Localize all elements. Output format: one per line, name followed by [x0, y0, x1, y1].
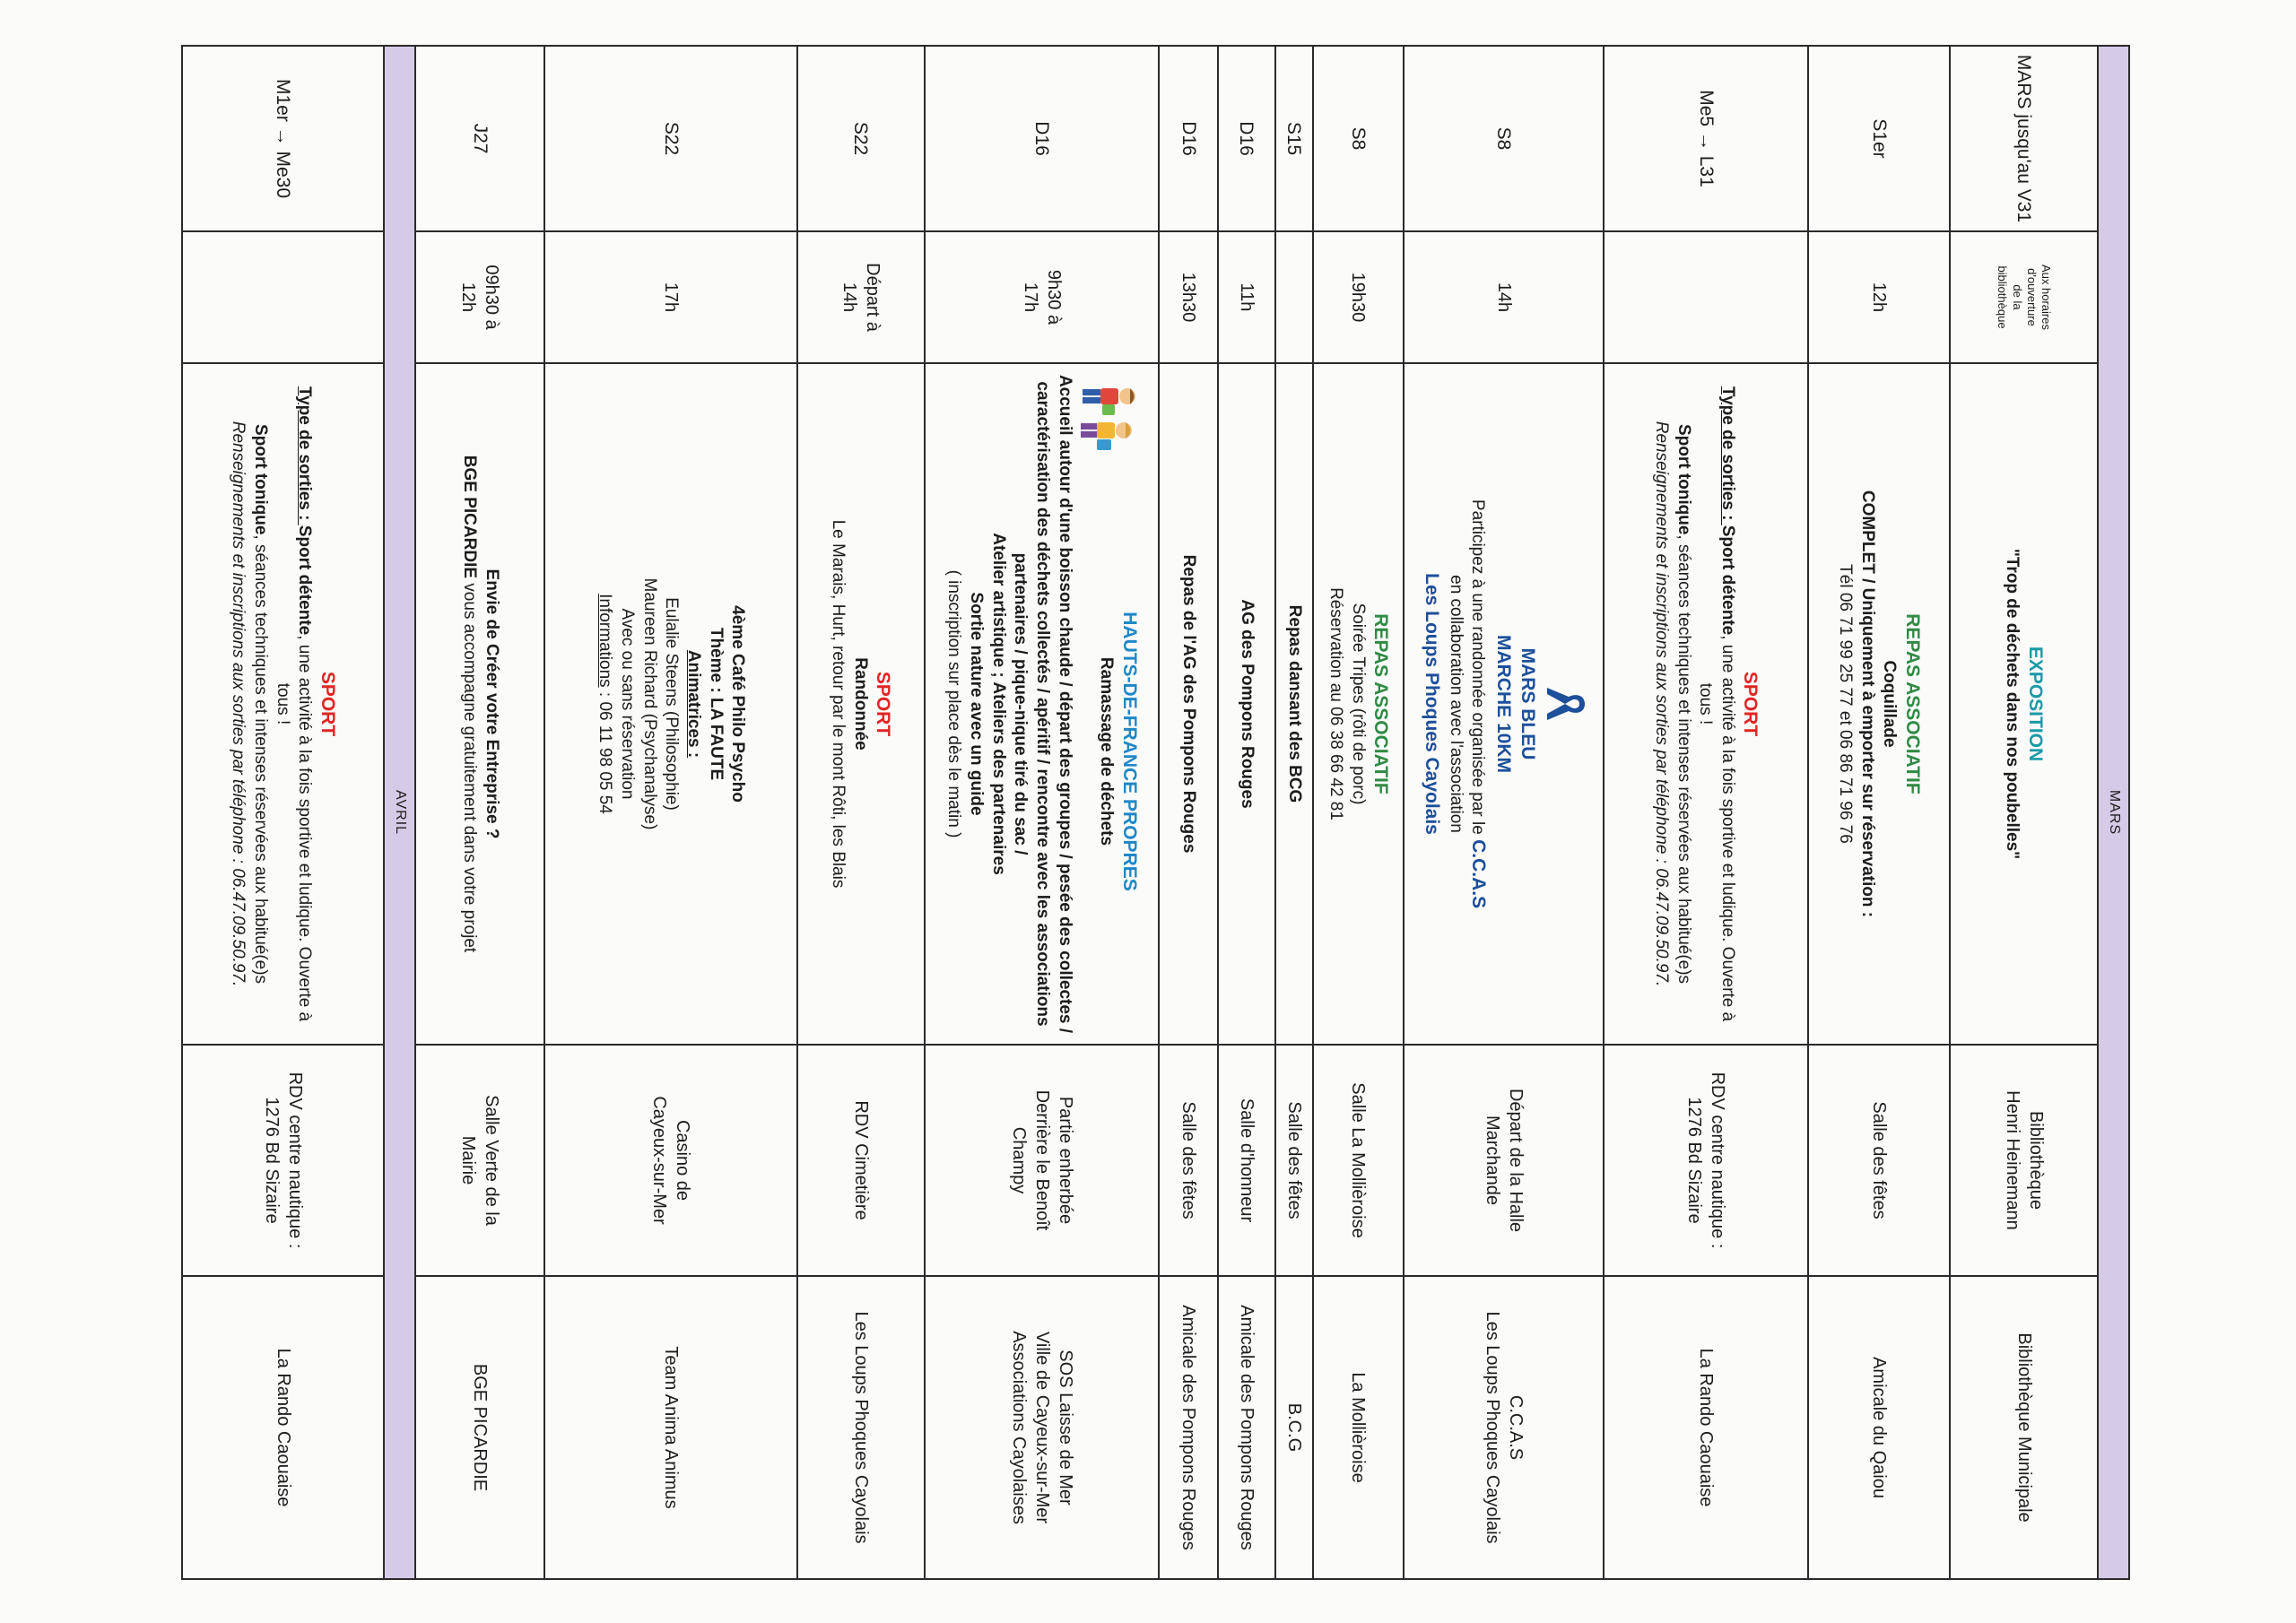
- category-label: SPORT: [873, 671, 894, 737]
- event-title: 4ème Café Philo Psycho: [728, 605, 748, 803]
- time-cell: 09h30 à 12h: [415, 231, 544, 363]
- activity-cell: SPORT Type de sorties : Sport détente, une activité à la fois sportive et ludique. Ouverte à tous ! Sport tonique, séances techniques et intenses réservées aux habitué(e)s Renseignements et inscriptions aux sorties par téléphone : 06.47.09.50.97.: [182, 363, 384, 1045]
- date-cell: S15: [1275, 46, 1313, 231]
- time-cell: 17h: [544, 231, 797, 363]
- activity-cell: REPAS ASSOCIATIF Coquillade COMPLET / Uniquement à emporter sur réservation : Tél 06 71 99 25 77 et 06 86 71 96 76: [1808, 363, 1950, 1045]
- table-row: [182, 46, 384, 1579]
- events-table: [181, 45, 2130, 1580]
- table-row: [415, 46, 544, 1579]
- table-row: [1159, 46, 1217, 1579]
- activity-cell: SPORT Type de sorties : Sport détente, une activité à la fois sportive et ludique. Ouverte à tous ! Sport tonique, séances techniques et intenses réservées aux habitué(e)s Renseignements et inscriptions aux sorties par téléphone : 06.47.09.50.97.: [1605, 363, 1809, 1045]
- table-row: [925, 46, 1159, 1579]
- month-band-avril: [384, 46, 415, 1579]
- time-cell: 13h30: [1159, 231, 1217, 363]
- category-label: SPORT: [317, 671, 338, 737]
- place-cell: Bibliothèque Henri Heinemann: [1950, 1045, 2099, 1276]
- time-cell: 19h30: [1313, 231, 1404, 363]
- category-label: MARS BLEU: [1517, 647, 1538, 760]
- date-cell: M1er → Me30: [182, 46, 384, 231]
- date-cell: S1er: [1808, 46, 1950, 231]
- organizer-cell: SOS Laisse de Mer Ville de Cayeux-sur-Mer Associations Cayolaises: [925, 1276, 1159, 1579]
- date-cell: D16: [925, 46, 1159, 231]
- children-cleanup-icon: [1075, 375, 1138, 457]
- date-cell: S22: [797, 46, 925, 231]
- organizer-cell: La Rando Caouaise: [182, 1276, 384, 1579]
- activity-cell: SPORT Randonnée Le Marais, Hurt, retour par le mont Rôti, les Blais: [797, 363, 925, 1045]
- place-cell: Casino de Cayeux-sur-Mer: [544, 1045, 797, 1276]
- month-label: AVRIL: [384, 46, 415, 1579]
- organizer-cell: Les Loups Phoques Cayolais: [797, 1276, 925, 1579]
- organizer-cell: Amicale des Pompons Rouges: [1159, 1276, 1217, 1579]
- time-cell: [182, 231, 384, 363]
- place-cell: Salle Verte de la Mairie: [415, 1045, 544, 1276]
- date-cell: D16: [1159, 46, 1217, 231]
- table-row: [1808, 46, 1950, 1579]
- date-cell: S8: [1404, 46, 1604, 231]
- table-row: [1605, 46, 1809, 1579]
- activity-cell: Envie de Créer votre Entreprise ? BGE PICARDIE vous accompagne gratuitement dans votre projet: [415, 363, 544, 1045]
- place-cell: Partie enherbée Derrière le Benoît Champy: [925, 1045, 1159, 1276]
- organizer-cell: C.C.A.S Les Loups Phoques Cayolais: [1404, 1276, 1604, 1579]
- category-label: SPORT: [1740, 671, 1761, 737]
- activity-cell: AG des Pompons Rouges: [1218, 363, 1275, 1045]
- organizer-cell: Bibliothèque Municipale: [1950, 1276, 2099, 1579]
- place-cell: RDV Cimetière: [797, 1045, 925, 1276]
- table-row: [1218, 46, 1275, 1579]
- place-cell: Départ de la Halle Marchande: [1404, 1045, 1604, 1276]
- rotated-agenda: [181, 45, 2130, 1578]
- place-cell: Salle La Mollièroise: [1313, 1045, 1404, 1276]
- place-cell: RDV centre nautique : 1276 Bd Sizaire: [1605, 1045, 1809, 1276]
- place-cell: Salle d'honneur: [1218, 1045, 1275, 1276]
- event-title: "Trop de déchets dans nos poubelles": [2003, 548, 2022, 860]
- place-cell: Salle des fêtes: [1159, 1045, 1217, 1276]
- time-cell: Aux horaires d'ouverture de la bibliothèque: [1950, 231, 2099, 363]
- organizer-cell: Team Anima Animus: [544, 1276, 797, 1579]
- organizer-cell: Amicale du Qaiou: [1808, 1276, 1950, 1579]
- time-cell: 9h30 à 17h: [925, 231, 1159, 363]
- time-cell: 12h: [1808, 231, 1950, 363]
- category-label: EXPOSITION: [2024, 646, 2046, 762]
- place-cell: Salle des fêtes: [1808, 1045, 1950, 1276]
- activity-cell: Repas de l'AG des Pompons Rouges: [1159, 363, 1217, 1045]
- category-label: REPAS ASSOCIATIF: [1901, 613, 1923, 794]
- category-label: HAUTS-DE-FRANCE PROPRES: [1118, 612, 1140, 891]
- activity-cell: Repas dansant des BCG: [1275, 363, 1313, 1045]
- time-cell: 14h: [1404, 231, 1604, 363]
- table-row: [1950, 46, 2099, 1579]
- activity-cell: REPAS ASSOCIATIF Soirée Tripes (rôti de porc) Réservation au 06 38 66 42 81: [1313, 363, 1404, 1045]
- time-cell: Départ à 14h: [797, 231, 925, 363]
- month-band-mars: [2098, 46, 2129, 1579]
- table-row: [1313, 46, 1404, 1579]
- activity-cell: MARS BLEU MARCHE 10KM Participez à une randonnée organisée par le C.C.A.S en collaboration avec l'association Les Loups Phoques Cayolais: [1404, 363, 1604, 1045]
- table-row: [544, 46, 797, 1579]
- date-cell: S8: [1313, 46, 1404, 231]
- event-title: Envie de Créer votre Entreprise ?: [482, 568, 501, 839]
- place-cell: RDV centre nautique : 1276 Bd Sizaire: [182, 1045, 384, 1276]
- organizer-cell: La Mollièroise: [1313, 1276, 1404, 1579]
- activity-cell: 4ème Café Philo Psycho Thème : LA FAUTE Animatrices : Eulalie Steens (Philosophie) Maureen Richard (Psychanalyse) Avec ou sans réservation Informations : 06 11 98 05 54: [544, 363, 797, 1045]
- organizer-cell: Amicale des Pompons Rouges: [1218, 1276, 1275, 1579]
- date-cell: Me5 → L31: [1605, 46, 1809, 231]
- time-cell: [1275, 231, 1313, 363]
- activity-cell: [1950, 363, 2099, 1045]
- table-row: [1404, 46, 1604, 1579]
- date-cell: MARS jusqu'au V31: [1950, 46, 2099, 231]
- date-cell: D16: [1218, 46, 1275, 231]
- category-label: REPAS ASSOCIATIF: [1370, 613, 1391, 794]
- organizer-cell: La Rando Caouaise: [1605, 1276, 1809, 1579]
- blue-ribbon-icon: [1542, 684, 1588, 724]
- date-cell: J27: [415, 46, 544, 231]
- activity-cell: HAUTS-DE-FRANCE PROPRES Ramassage de déchets Accueil autour d'une boisson chaude / départ des groupes / pesée des collectes / caractérisation des déchets collectés / apéritif / rencontre avec les associations partenaires / pique-nique tiré du sac / Atelier artistique ; Ateliers des partenaires Sortie nature avec un guide ( inscription sur place dès le matin ): [925, 363, 1159, 1045]
- time-cell: [1605, 231, 1809, 363]
- month-label: MARS: [2098, 46, 2129, 1579]
- time-cell: 11h: [1218, 231, 1275, 363]
- organizer-cell: B.C.G: [1275, 1276, 1313, 1579]
- table-row: [1275, 46, 1313, 1579]
- place-cell: Salle des fêtes: [1275, 1045, 1313, 1276]
- table-row: [797, 46, 925, 1579]
- organizer-cell: BGE PICARDIE: [415, 1276, 544, 1579]
- date-cell: S22: [544, 46, 797, 231]
